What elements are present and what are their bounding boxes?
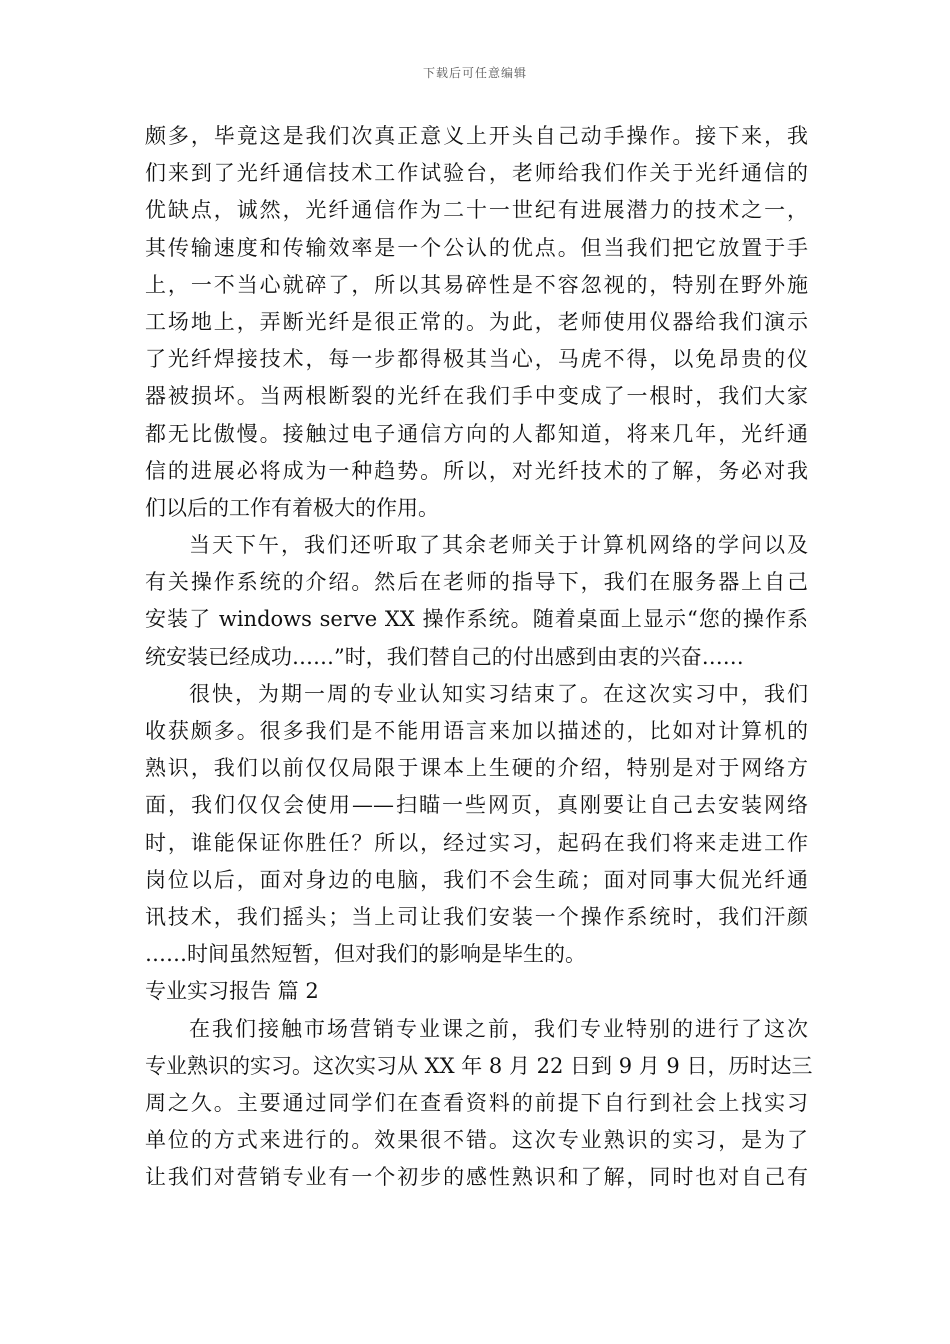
text-line: 面，我们仅仅会使用——扫瞄一些网页，真刚要让自己去安装网络 — [145, 793, 808, 818]
text-line: 在我们接触市场营销专业课之前，我们专业特别的进行了这次 — [189, 1016, 808, 1041]
text-line: 单位的方式来进行的。效果很不错。这次专业熟识的实习，是为了 — [145, 1128, 808, 1153]
page-header: 下载后可任意编辑 — [422, 66, 527, 80]
text-line: 收获颇多。很多我们是不能用语言来加以描述的，比如对计算机的 — [145, 719, 808, 743]
section-title: 专业实习报告 篇 2 — [145, 979, 319, 1004]
document-body — [145, 118, 813, 1196]
text-line: 岗位以后，面对身边的电脑，我们不会生疏；面对同事大侃光纤通 — [145, 867, 808, 892]
paragraph-4 — [145, 1011, 813, 1197]
text-line: 们以后的工作有着极大的作用。 — [145, 495, 439, 520]
text-line: 有关操作系统的介绍。然后在老师的指导下，我们在服务器上自己 — [145, 570, 808, 595]
paragraph-3 — [145, 676, 808, 974]
text-line: 周之久。主要通过同学们在查看资料的前提下自行到社会上找实习 — [145, 1090, 808, 1115]
text-line: 器被损坏。当两根断裂的光纤在我们手中变成了一根时，我们大家 — [145, 384, 808, 409]
text-line: 优缺点，诚然，光纤通信作为二十一世纪有进展潜力的技术之一， — [145, 198, 808, 223]
paragraph-2 — [145, 527, 808, 676]
text-line: 其传输速度和传输效率是一个公认的优点。但当我们把它放置于手 — [145, 235, 808, 260]
text-line: 很快，为期一周的专业认知实习结束了。在这次实习中，我们 — [189, 681, 808, 706]
text-line: 统安装已经成功……”时，我们替自己的付出感到由衷的兴奋…… — [145, 644, 744, 669]
text-line: 让我们对营销专业有一个初步的感性熟识和了解，同时也对自己有 — [145, 1165, 808, 1190]
text-line: 了光纤焊接技术，每一步都得极其当心，马虎不得，以免昂贵的仪 — [145, 347, 808, 372]
section-heading — [145, 973, 808, 1010]
text-line: 时，谁能保证你胜任？所以，经过实习，起码在我们将来走进工作 — [145, 830, 808, 855]
paragraph-1 — [145, 118, 808, 527]
text-line: 安装了 windows serve XX 操作系统。随着桌面上显示“您的操作系 — [145, 607, 808, 632]
text-line: 颇多，毕竟这是我们次真正意义上开头自己动手操作。接下来，我 — [145, 124, 808, 148]
text-line: 信的进展必将成为一种趋势。所以，对光纤技术的了解，务必对我 — [145, 458, 808, 483]
text-line: 当天下午，我们还听取了其余老师关于计算机网络的学问以及 — [189, 533, 808, 558]
text-line: 上，一不当心就碎了，所以其易碎性是不容忽视的，特别在野外施 — [145, 272, 808, 297]
text-line: 熟识，我们以前仅仅局限于课本上生硬的介绍，特别是对于网络方 — [145, 756, 808, 781]
text-line: 专业熟识的实习。这次实习从 XX 年 8 月 22 日到 9 月 9 日，历时达三 — [145, 1053, 813, 1078]
text-line: 们来到了光纤通信技术工作试验台，老师给我们作关于光纤通信的 — [145, 161, 808, 186]
text-line: 都无比傲慢。接触过电子通信方向的人都知道，将来几年，光纤通 — [145, 421, 808, 446]
text-line: 讯技术，我们摇头；当上司让我们安装一个操作系统时，我们汗颜 — [145, 904, 808, 929]
text-line: 工场地上，弄断光纤是很正常的。为此，老师使用仪器给我们演示 — [145, 309, 808, 334]
text-line: ……时间虽然短暂，但对我们的影响是毕生的。 — [145, 942, 586, 967]
